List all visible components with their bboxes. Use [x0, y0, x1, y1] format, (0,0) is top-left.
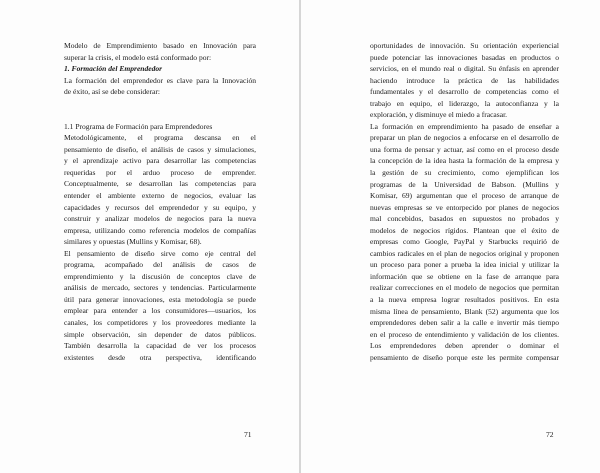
left-page-text [64, 40, 256, 460]
text-line: simple observación, sin depender de datos públicos. [64, 329, 256, 339]
text-line: requeridas por el arduo proceso de emprender. [64, 167, 256, 177]
text-line: empresa, utilizando como referencia modelos de compañías [64, 225, 256, 235]
text-line: programa, acompañado del análisis de casos de [64, 260, 256, 270]
text-line: entender el ambiente externo de negocios, evaluar las [64, 191, 256, 201]
text-line: superar la crisis, el modelo está conformado por: [64, 52, 212, 62]
text-line: emprendimiento y la discusión de conceptos clave de [64, 271, 256, 281]
text-line: También desarrolla la capacidad de ver los procesos [64, 341, 256, 351]
paragraph-gap [64, 98, 256, 121]
text-line: empresas como Google, PayPal y Starbucks requirió de [370, 237, 559, 247]
text-line: realizar correcciones en el modelo de negocios que permitan [370, 283, 559, 293]
text-line: y el aprendizaje activo para desarrollar las competencias [64, 156, 256, 166]
text-line: Modelo de Emprendimiento basado en Innovación para [64, 41, 256, 50]
page-gutter [299, 0, 301, 473]
text-line: análisis de mercado, sectores y tendencias. Particularmente [64, 283, 256, 293]
text-line: modelos de negocios rígidos. Plantean que el éxito de [370, 225, 559, 235]
text-line: oportunidades de innovación. Su orientación experiencial [370, 41, 559, 50]
text-line: cambios radicales en el plan de negocios original y proponen [370, 248, 559, 258]
left-page-number: 71 [244, 430, 252, 439]
right-page-number: 72 [546, 430, 554, 439]
text-line: misma línea de pensamiento, Blank (52) argumenta que los [370, 306, 559, 316]
text-line: puede potenciar las innovaciones basadas en productos o [370, 52, 559, 62]
text-line: información que se obtiene en la fase de arranque para [370, 271, 559, 281]
text-line: en el proceso de entendimiento y validación de los clientes. [370, 329, 559, 339]
text-line: servicios, en el mundo real o digital. Su énfasis en aprender [370, 64, 559, 74]
text-line: una forma de pensar y actuar, así como en el proceso desde [370, 144, 559, 154]
text-line: preparar un plan de negocios a enfocarse en el desarrollo de [370, 133, 559, 143]
text-line: El pensamiento de diseño sirve como eje central del [64, 248, 256, 258]
text-line: fundamentales y el desarrollo de competencias como el [370, 87, 559, 97]
text-line: pensamiento de diseño, el análisis de casos y simulaciones, [64, 144, 256, 154]
text-line: Metodológicamente, el programa descansa en el [64, 133, 256, 143]
right-page-text [370, 40, 559, 460]
text-line: La formación en emprendimiento ha pasado de enseñar a [370, 121, 559, 131]
text-line: trabajo en equipo, el liderazgo, la autoconfianza y la [370, 98, 559, 108]
section-heading: 1. Formación del Emprendedor [64, 64, 163, 74]
text-line: construir y analizar modelos de negocios para la nueva [64, 214, 256, 224]
text-line: programas de la Universidad de Babson. (Mullins y [370, 179, 559, 189]
text-line: emprendedores deben salir a la calle e invertir más tiempo [370, 318, 559, 328]
text-line: Los emprendedores deben aprender o dominar el [370, 341, 559, 351]
text-line: 1.1 Programa de Formación para Emprendedores [64, 121, 213, 131]
text-line: similares y opuestas (Mullins y Komisar, 68). [64, 237, 202, 247]
text-line: nuevas empresas se ve entorpecido por planes de negocios [370, 202, 559, 212]
text-line: emplear para entender a los consumidores––usuarios, los [64, 306, 256, 316]
text-line: útil para generar innovaciones, esta metodología se puede [64, 294, 256, 304]
text-line: La formación del emprendedor es clave para la Innovación [64, 75, 256, 85]
text-line: a la nueva empresa lograr resultados positivos. En esta [370, 295, 559, 305]
text-line: la concepción de la idea hasta la formación de la empresa y [370, 156, 559, 166]
text-line: capacidades y recursos del emprendedor y su equipo, y [64, 202, 256, 212]
text-line: Komisar, 69) argumentan que el proceso de arranque de [370, 191, 559, 201]
text-line: canales, los competidores y los proveedores mediante la [64, 318, 256, 328]
text-line: mal concebidos, basados en supuestos no probados y [370, 214, 559, 224]
text-line: de éxito, así se debe considerar: [64, 87, 160, 97]
text-line: un proceso para poner a prueba la idea inicial y utilizar la [370, 260, 559, 270]
text-line: haciendo introduce la práctica de las habilidades [370, 75, 559, 85]
text-line: existentes desde otra perspectiva, identificando [64, 352, 256, 362]
text-line: la gestión de su crecimiento, como ejemplifican los [370, 168, 559, 178]
text-line: Conceptualmente, se desarrollan las competencias para [64, 179, 256, 189]
text-line: pensamiento de diseño porque este les permite compensar [370, 352, 559, 362]
text-line: exploración, y disminuye el miedo a fracasar. [370, 110, 508, 120]
